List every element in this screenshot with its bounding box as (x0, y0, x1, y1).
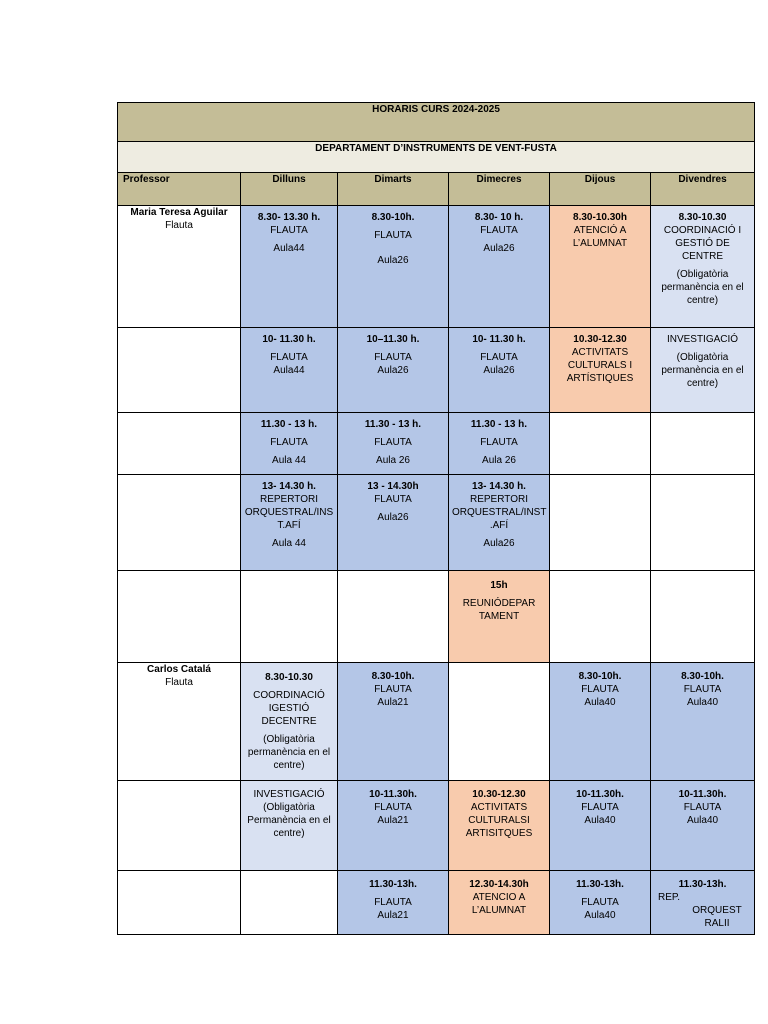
slot-subject: FLAUTA (374, 897, 412, 908)
slot-subject: ATENCIÓ A L’ALUMNAT (572, 225, 628, 249)
slot-room: Aula40 (584, 815, 616, 826)
slot-room: Aula40 (584, 910, 616, 921)
slot-room: Aula26 (483, 365, 515, 376)
slot-room: Aula26 (483, 243, 515, 254)
schedule-cell (241, 206, 338, 328)
professor-name: Carlos Catalá (147, 664, 211, 675)
schedule-cell-empty (550, 571, 651, 663)
slot-subject: FLAUTA (374, 352, 412, 363)
schedule-cell (338, 663, 449, 781)
slot-room: Aula 44 (272, 538, 306, 549)
slot-time: 13 - 14.30h (367, 481, 419, 492)
slot-note: (Obligatòria permanència en el centre) (661, 352, 744, 389)
slot-subject: FLAUTA (581, 802, 619, 813)
slot-room: Aula44 (273, 365, 305, 376)
schedule-cell (449, 571, 550, 663)
slot-time: 12.30-14.30h (469, 879, 529, 890)
slot-subject: FLAUTA (683, 684, 722, 695)
slot-time: 11.30 - 13 h. (364, 419, 422, 430)
slot-room: ORQUEST RALII (692, 905, 742, 929)
slot-subject: ACTIVITATS CULTURALS I ARTÍSTIQUES (566, 347, 634, 384)
slot-room: Aula 26 (482, 455, 516, 466)
slot-subject: FLAUTA (374, 437, 412, 448)
table-row (118, 871, 755, 935)
schedule-cell (338, 475, 449, 571)
slot-subject: REPERTORI ORQUESTRAL/INST .AFÍ (452, 494, 547, 531)
professor-cell (118, 571, 241, 663)
header-day-dijous: Dijous (550, 173, 651, 206)
slot-time: 11.30-13h. (576, 879, 624, 890)
schedule-cell (550, 663, 651, 781)
schedule-cell-empty (550, 413, 651, 475)
slot-room: Aula21 (377, 910, 409, 921)
slot-subject: FLAUTA (581, 684, 619, 695)
slot-time: 11.30 - 13 h. (260, 419, 318, 430)
slot-time: 11.30-13h. (369, 879, 417, 890)
page-title: HORARIS CURS 2024-2025 (118, 103, 755, 142)
header-day-dilluns: Dilluns (241, 173, 338, 206)
schedule-cell (449, 206, 550, 328)
schedule-cell (651, 781, 755, 871)
schedule-cell-empty (241, 871, 338, 935)
slot-time: 10.30-12.30 (573, 334, 627, 345)
schedule-table (117, 102, 755, 935)
slot-subject: ATENCIO A L’ALUMNAT (471, 892, 527, 916)
slot-time: 8.30-10.30h (573, 212, 627, 223)
slot-subject: FLAUTA (480, 225, 518, 236)
schedule-cell-empty (651, 571, 755, 663)
slot-time: 8.30-10.30 (265, 672, 313, 683)
slot-time: 11.30 - 13 h. (470, 419, 528, 430)
slot-subject: FLAUTA (270, 225, 308, 236)
slot-room: Aula40 (686, 815, 719, 826)
schedule-cell (651, 871, 755, 935)
slot-time: 13- 14.30 h. (262, 481, 316, 492)
professor-cell (118, 328, 241, 413)
schedule-cell (449, 328, 550, 413)
slot-time: 8.30-10h. (578, 671, 622, 682)
schedule-cell (241, 413, 338, 475)
professor-instrument: Flauta (165, 677, 193, 688)
schedule-cell (449, 475, 550, 571)
table-row (118, 328, 755, 413)
slot-subject: REPERTORI ORQUESTRAL/INS T.AFÍ (244, 494, 334, 531)
professor-name: Maria Teresa Aguilar (130, 207, 228, 218)
slot-room: Aula26 (377, 365, 409, 376)
slot-time: 8.30-10.30 (678, 212, 727, 223)
schedule-cell (651, 328, 755, 413)
schedule-cell-empty (651, 413, 755, 475)
slot-room: Aula40 (686, 697, 719, 708)
slot-subject: ACTIVITATS CULTURALSI ARTISITQUES (465, 802, 533, 839)
slot-time: 8.30-10h. (371, 671, 415, 682)
slot-time: 10.30-12.30 (472, 789, 526, 800)
slot-time: 8.30-10h. (681, 671, 724, 682)
schedule-cell-empty (449, 663, 550, 781)
schedule-cell (449, 413, 550, 475)
schedule-cell (338, 206, 449, 328)
slot-time: 8.30- 10 h. (474, 212, 524, 223)
slot-room: Aula21 (377, 697, 409, 708)
professor-cell (118, 413, 241, 475)
slot-time: 8.30- 13.30 h. (257, 212, 321, 223)
table-row (118, 206, 755, 328)
slot-room: Aula 26 (376, 455, 410, 466)
schedule-cell (241, 781, 338, 871)
slot-time: 10-11.30h. (369, 789, 417, 800)
slot-subject: FLAUTA (374, 494, 412, 505)
slot-subject: COORDINACIÓ I GESTIÓ DE CENTRE (663, 225, 742, 262)
slot-subject: INVESTIGACIÓ (253, 789, 325, 800)
schedule-cell (651, 663, 755, 781)
slot-time: 10–11.30 h. (366, 334, 420, 345)
slot-room: Aula21 (377, 815, 409, 826)
schedule-cell (241, 328, 338, 413)
slot-time: 15h (490, 580, 508, 591)
slot-time: 10- 11.30 h. (472, 334, 526, 345)
slot-room: Aula44 (273, 243, 305, 254)
schedule-cell (241, 475, 338, 571)
header-day-divendres: Divendres (651, 173, 755, 206)
slot-note: (Obligatòria permanència en el centre) (661, 269, 744, 306)
professor-instrument: Flauta (165, 220, 193, 231)
table-row (118, 663, 755, 781)
slot-room: Aula26 (377, 255, 409, 266)
table-row (118, 413, 755, 475)
schedule-cell (241, 663, 338, 781)
slot-subject: COORDINACIÓ IGESTIÓ DECENTRE (253, 690, 325, 727)
slot-room: Aula26 (483, 538, 515, 549)
slot-subject: REUNIÓDEPAR TAMENT (462, 598, 536, 622)
professor-cell (118, 781, 241, 871)
schedule-cell (550, 328, 651, 413)
schedule-cell (338, 328, 449, 413)
slot-subject: FLAUTA (683, 802, 722, 813)
slot-subject: FLAUTA (480, 352, 518, 363)
professor-cell (118, 871, 241, 935)
schedule-cell (449, 781, 550, 871)
schedule-cell-empty (338, 571, 449, 663)
slot-time: 10- 11.30 h. (262, 334, 316, 345)
slot-subject: FLAUTA (374, 802, 412, 813)
slot-time: 8.30-10h. (371, 212, 415, 223)
table-row (118, 475, 755, 571)
header-day-dimecres: Dimecres (449, 173, 550, 206)
slot-subject: INVESTIGACIÓ (666, 334, 739, 345)
schedule-cell (449, 871, 550, 935)
slot-subject: FLAUTA (374, 230, 412, 241)
slot-room: Aula40 (584, 697, 616, 708)
slot-subject: FLAUTA (374, 684, 412, 695)
schedule-cell (338, 871, 449, 935)
table-row (118, 781, 755, 871)
slot-subject: FLAUTA (480, 437, 518, 448)
slot-time: 10-11.30h. (576, 789, 624, 800)
slot-subject: FLAUTA (270, 352, 308, 363)
slot-subject: FLAUTA (270, 437, 308, 448)
slot-room: Aula 44 (272, 455, 306, 466)
slot-subject: FLAUTA (581, 897, 619, 908)
schedule-cell (338, 413, 449, 475)
schedule-cell-empty (651, 475, 755, 571)
schedule-cell (550, 206, 651, 328)
schedule-cell (338, 781, 449, 871)
header-professor: Professor (118, 173, 241, 206)
professor-cell (118, 475, 241, 571)
professor-cell (118, 663, 241, 781)
schedule-cell (550, 871, 651, 935)
slot-time: 10-11.30h. (678, 789, 727, 800)
professor-cell (118, 206, 241, 328)
header-day-dimarts: Dimarts (338, 173, 449, 206)
schedule-cell (651, 206, 755, 328)
slot-room: Aula26 (377, 512, 409, 523)
slot-note: (Obligatòria Permanència en el centre) (247, 802, 331, 839)
slot-time: 13- 14.30 h. (472, 481, 526, 492)
department-title: DEPARTAMENT D’INSTRUMENTS DE VENT-FUSTA (118, 142, 755, 173)
slot-note: (Obligatòria permanència en el centre) (247, 734, 331, 771)
slot-subject: REP. (658, 892, 681, 903)
slot-time: 11.30-13h. (678, 879, 727, 890)
table-row (118, 571, 755, 663)
schedule-cell-empty (241, 571, 338, 663)
schedule-cell-empty (550, 475, 651, 571)
schedule-cell (550, 781, 651, 871)
